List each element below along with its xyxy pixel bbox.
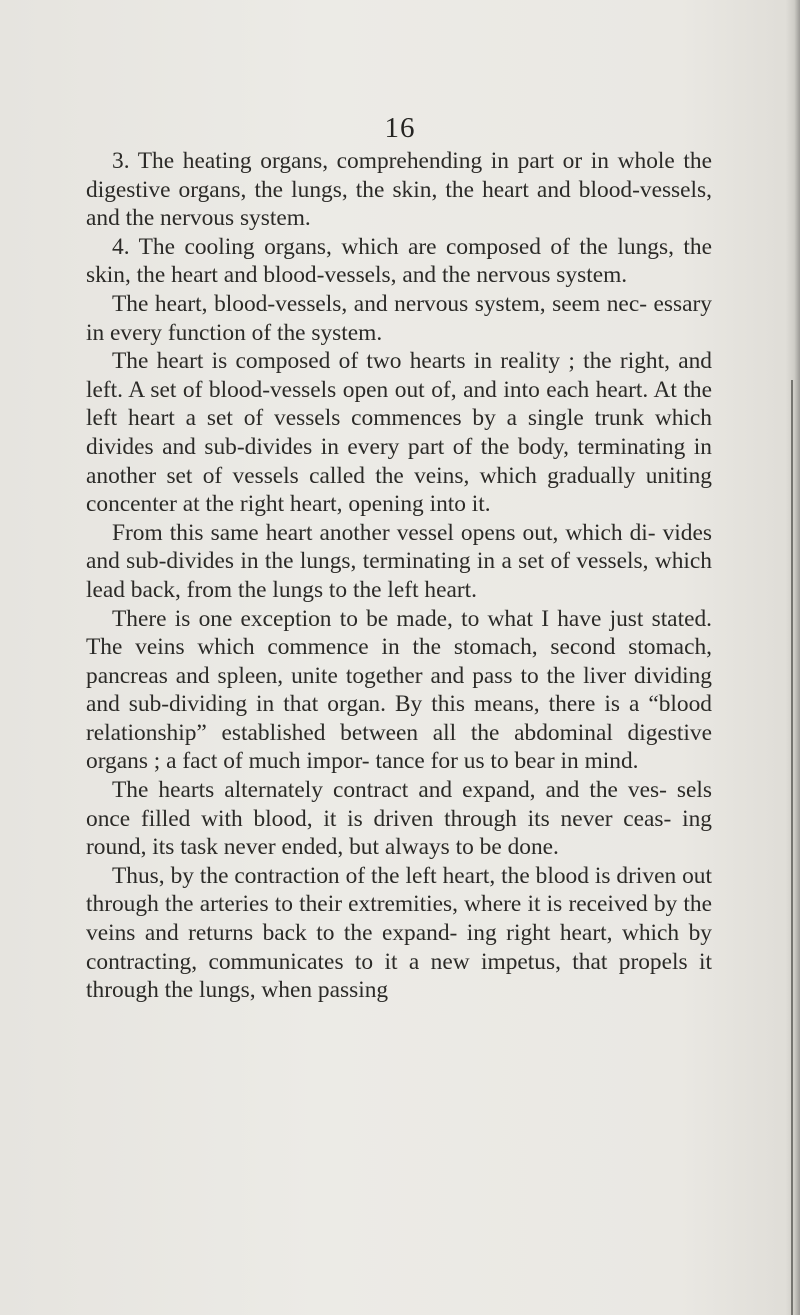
paragraph-exception: There is one exception to be made, to what I have just stated. The veins which commence in the stomach, second stomach, pancreas and spleen, unite together and pass to the liver dividing and sub-dividing in that organ. By this means, there is a “blood relationship” established between all the abdominal digestive organs ; a fact of much impor- tance for us to bear in mind. [86,605,712,775]
page-edge-line [791,380,793,1315]
paragraph-circulation: Thus, by the contraction of the left heart, the blood is driven out through the arteries to their extremities, where it is received by the veins and returns back to the expand- ing right heart, which by contracting, communicates to it a new impetus, that propels it through the lungs, when passing [86,862,712,1004]
paragraph-lungs-vessel: From this same heart another vessel opens out, which di- vides and sub-divides in the lungs, terminating in a set of vessels, which lead back, from the lungs to the left heart. [86,519,712,603]
page-body-text [86,147,712,1005]
paragraph-cooling-organs: 4. The cooling organs, which are composed of the lungs, the skin, the heart and blood-vessels, and the nervous system. [86,233,712,289]
paragraph-two-hearts: The heart is composed of two hearts in reality ; the right, and left. A set of blood-vessels open out of, and into each heart. At the left heart a set of vessels commences by a single trunk which divides and sub-divides in every part of the body, terminating in another set of vessels called the veins, which gradually uniting concenter at the right heart, opening into it. [86,348,712,518]
page-edge-shadow [786,0,800,1315]
paragraph-contract-expand: The hearts alternately contract and expand, and the ves- sels once filled with blood, it is driven through its never ceas- ing round, its task never ended, but always to be done. [86,777,712,861]
page-number: 16 [384,112,416,144]
paragraph-heart-function: The heart, blood-vessels, and nervous system, seem nec- essary in every function of the system. [86,290,712,346]
paragraph-heating-organs: 3. The heating organs, comprehending in part or in whole the digestive organs, the lungs, the skin, the heart and blood-vessels, and the nervous system. [86,148,712,232]
